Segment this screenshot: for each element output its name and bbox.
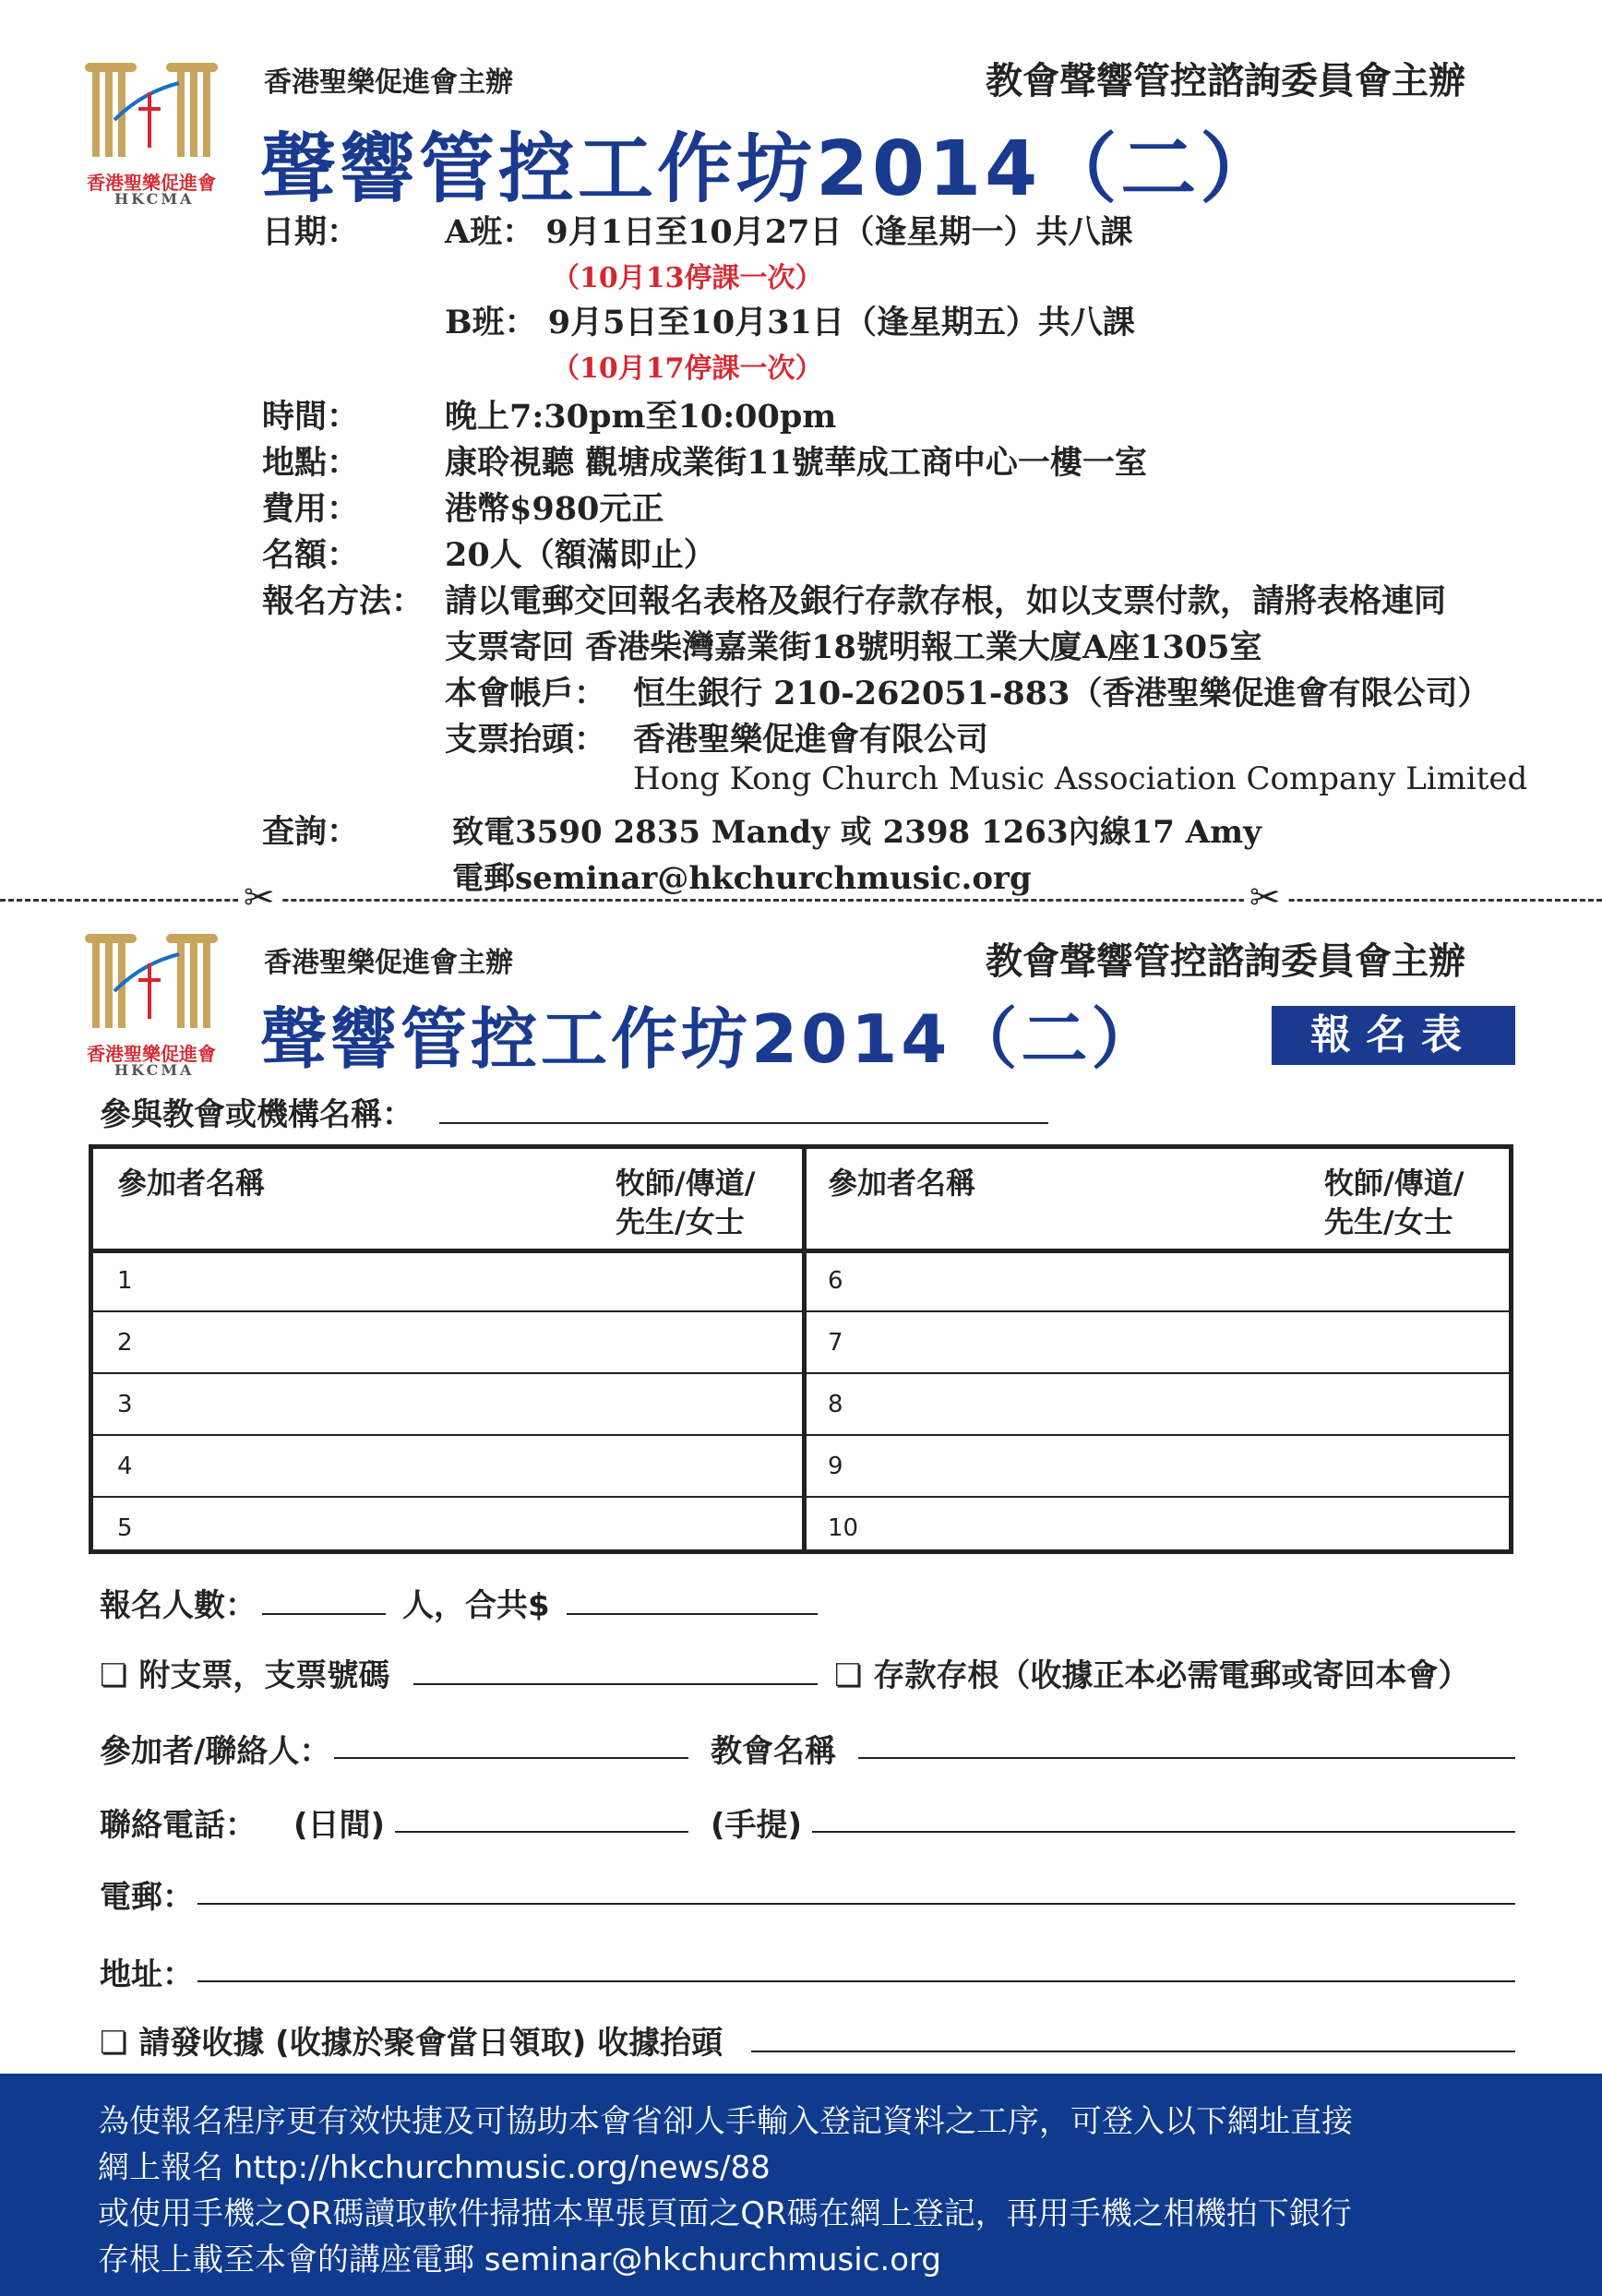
mobile-label: (手提) — [711, 1807, 803, 1844]
total-amount-input[interactable] — [567, 1613, 818, 1615]
enquiry-label: 查詢： — [262, 813, 360, 851]
day-phone-label: (日間) — [293, 1807, 386, 1844]
receipt-title-input[interactable] — [751, 2051, 1515, 2052]
footer-line-4[interactable]: 存根上載至本會的講座電郵 seminar@hkchurchmusic.org — [98, 2242, 941, 2278]
venue-label: 地點： — [262, 444, 360, 482]
logo-name-en: HKCMA — [114, 190, 195, 208]
table-row[interactable]: 9 — [828, 1453, 843, 1480]
committee-name: 教會聲響管控諮詢委員會主辦 — [986, 940, 1465, 983]
footer-line-2[interactable]: 網上報名 http://hkchurchmusic.org/news/88 — [98, 2149, 771, 2186]
account-value: 恒生銀行 210-262051-883（香港聖樂促進會有限公司） — [633, 675, 1490, 712]
venue-value: 康聆視聽 觀塘成業街11號華成工商中心一樓一室 — [445, 444, 1147, 482]
scissors-icon: ✂ — [238, 877, 281, 919]
church-label: 參與教會或機構名稱： — [100, 1096, 413, 1133]
class-a-note: （10月13停課一次） — [552, 262, 823, 294]
pillars-icon — [78, 927, 225, 1037]
col-name-right: 參加者名稱 — [828, 1166, 976, 1201]
registration-form-badge: 報名表 — [1272, 1006, 1515, 1065]
method-label: 報名方法： — [262, 582, 424, 620]
payee-label: 支票抬頭： — [445, 721, 607, 759]
fee-label: 費用： — [262, 490, 360, 528]
table-row[interactable]: 7 — [828, 1329, 843, 1357]
col-title-right-1: 牧師/傳道/ — [1324, 1166, 1465, 1201]
fee-value: 港幣$980元正 — [445, 490, 664, 528]
org-name: 香港聖樂促進會主辦 — [264, 947, 513, 979]
scissors-icon: ✂ — [1244, 877, 1286, 919]
receipt-checkbox[interactable]: ❏ 請發收據 (收據於聚會當日領取) 收據抬頭 — [100, 2025, 723, 2062]
table-row[interactable]: 6 — [828, 1267, 843, 1295]
table-row[interactable]: 4 — [117, 1453, 133, 1480]
quota-label: 名額： — [262, 536, 360, 574]
footer-line-1: 為使報名程序更有效快捷及可協助本會省卻人手輸入登記資料之工序，可登入以下網址直接 — [98, 2103, 1353, 2140]
day-phone-input[interactable] — [395, 1831, 688, 1833]
hkcma-logo — [78, 55, 225, 208]
class-b-note: （10月17停課一次） — [552, 353, 823, 385]
account-label: 本會帳戶： — [445, 675, 607, 712]
contact-label: 參加者/聯絡人： — [100, 1733, 331, 1770]
phone-label: 聯絡電話： — [100, 1807, 257, 1844]
col-name-left: 參加者名稱 — [117, 1166, 266, 1201]
col-title-right-2: 先生/女士 — [1324, 1204, 1453, 1239]
class-b: B班： 9月5日至10月31日（逢星期五）共八課 — [445, 304, 1135, 341]
method-line-1: 請以電郵交回報名表格及銀行存款存根，如以支票付款，請將表格連同 — [445, 582, 1447, 620]
count-label: 報名人數： — [100, 1587, 257, 1624]
table-row[interactable]: 8 — [828, 1391, 843, 1418]
count-input[interactable] — [262, 1613, 386, 1615]
enquiry-phone: 致電3590 2835 Mandy 或 2398 1263內線17 Amy — [452, 814, 1261, 851]
date-label: 日期： — [262, 213, 360, 251]
hkcma-logo — [78, 927, 225, 1079]
cheque-checkbox[interactable]: ❏ 附支票，支票號碼 — [100, 1657, 390, 1694]
logo-name-en: HKCMA — [114, 1061, 195, 1079]
email-input[interactable] — [197, 1903, 1515, 1905]
time-label: 時間： — [262, 398, 360, 436]
form-title: 聲響管控工作坊2014（二） — [260, 1000, 1162, 1078]
deposit-checkbox[interactable]: ❏ 存款存根（收據正本必需電郵或寄回本會） — [834, 1657, 1470, 1694]
footer-banner — [0, 2074, 1602, 2296]
enquiry-email: 電郵seminar@hkchurchmusic.org — [452, 860, 1032, 897]
payee-cn: 香港聖樂促進會有限公司 — [633, 721, 989, 759]
table-row[interactable]: 5 — [117, 1514, 133, 1542]
participants-table — [89, 1144, 1513, 1554]
logo-name-cn: 香港聖樂促進會 — [87, 1043, 216, 1065]
table-row[interactable]: 10 — [828, 1514, 859, 1542]
time-value: 晚上7:30pm至10:00pm — [445, 398, 837, 436]
table-row[interactable]: 2 — [117, 1329, 133, 1357]
mobile-input[interactable] — [812, 1831, 1515, 1833]
count-unit-label: 人，合共$ — [402, 1587, 550, 1624]
quota-value: 20人（額滿即止） — [445, 536, 716, 574]
pillars-icon — [78, 55, 225, 166]
address-input[interactable] — [197, 1980, 1515, 1982]
table-row[interactable]: 1 — [117, 1267, 133, 1295]
page-title: 聲響管控工作坊2014（二） — [260, 126, 1280, 213]
contact-input[interactable] — [334, 1757, 688, 1759]
method-line-2: 支票寄回 香港柴灣嘉業街18號明報工業大廈A座1305室 — [445, 628, 1262, 666]
committee-name: 教會聲響管控諮詢委員會主辦 — [986, 60, 1465, 102]
table-row[interactable]: 3 — [117, 1391, 133, 1418]
org-name: 香港聖樂促進會主辦 — [264, 66, 513, 99]
footer-line-3: 或使用手機之QR碼讀取軟件掃描本單張頁面之QR碼在網上登記，再用手機之相機拍下銀行 — [98, 2195, 1352, 2232]
church-name-input[interactable] — [858, 1757, 1515, 1759]
payee-en: Hong Kong Church Music Association Company Limited — [633, 760, 1528, 797]
cheque-number-input[interactable] — [413, 1683, 818, 1685]
church-name-label: 教會名稱 — [711, 1733, 836, 1770]
address-label: 地址： — [100, 1956, 194, 1993]
email-label: 電郵： — [100, 1879, 194, 1916]
church-input[interactable] — [439, 1122, 1048, 1124]
class-a: A班： 9月1日至10月27日（逢星期一）共八課 — [445, 213, 1133, 251]
col-title-left-1: 牧師/傳道/ — [616, 1166, 756, 1201]
logo-name-cn: 香港聖樂促進會 — [87, 172, 216, 194]
col-title-left-2: 先生/女士 — [616, 1204, 745, 1239]
